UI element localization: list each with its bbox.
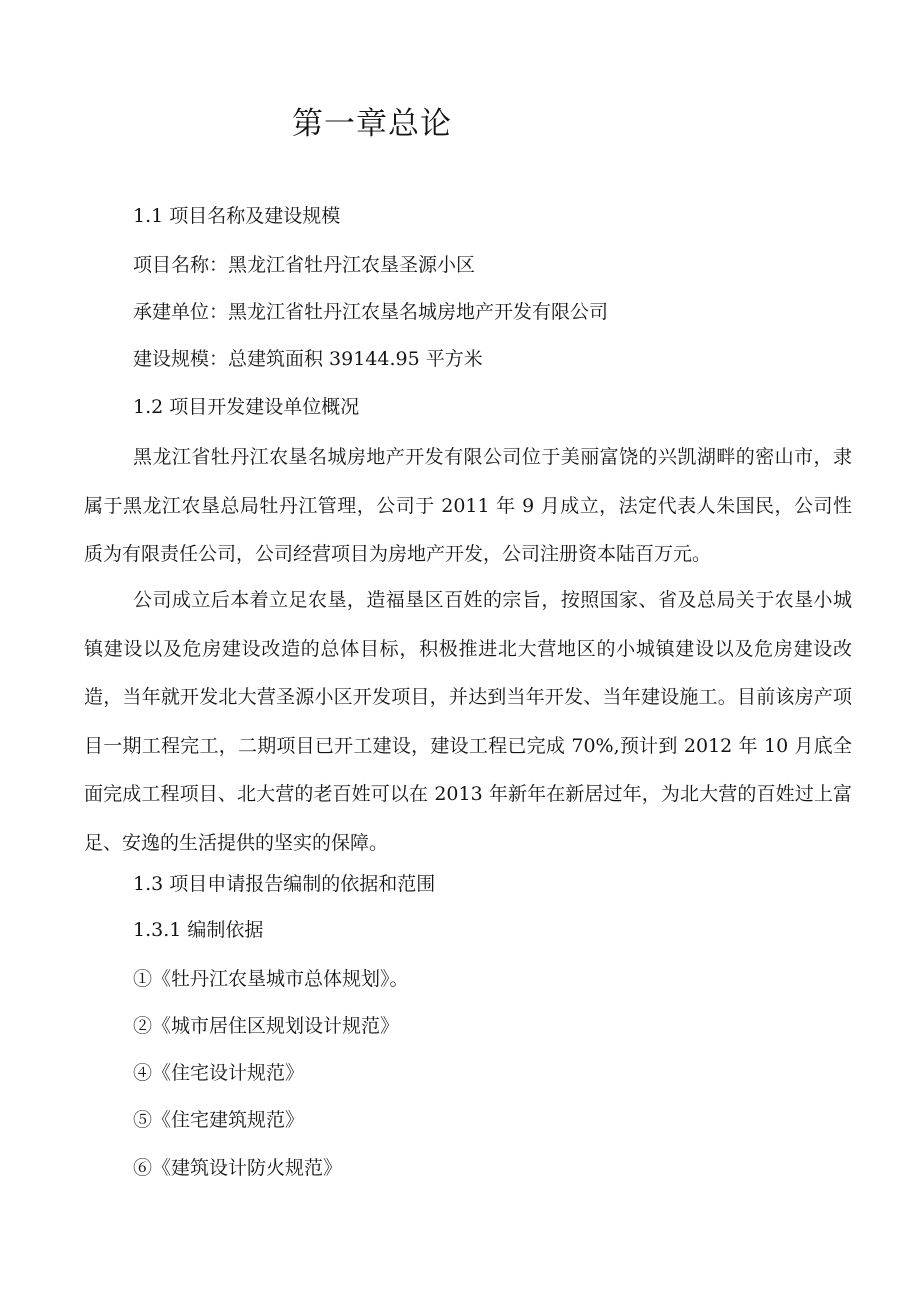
chapter-title: 第一章总论 bbox=[292, 106, 452, 142]
builder-line: 承建单位：黑龙江省牡丹江农垦名城房地产开发有限公司 bbox=[133, 301, 609, 323]
basis-item: ①《牡丹江农垦城市总体规划》。 bbox=[133, 968, 409, 990]
section-1-3-1-heading: 1.3.1 编制依据 bbox=[133, 919, 264, 941]
section-1-2-heading: 1.2 项目开发建设单位概况 bbox=[133, 396, 360, 418]
company-development-paragraph: 公司成立后本着立足农垦，造福垦区百姓的宗旨，按照国家、省及总局关于农垦小城镇建设以及危房建设改造的总体目标，积极推进北大营地区的小城镇建设以及危房建设改造，当年就开发北大营圣源小区开发项目，并达到当年开发、当年建设施工。目前该房产项目一期工程完工，二期项目已开工建设，建设工程已完成 70%,预计到 2012 年 10 月底全面完成工程项目、北大营的老百姓可以在 2013 年新年在新居过年，为北大营的百姓过上富足、安逸的生活提供的坚实的保障。 bbox=[84, 589, 852, 854]
basis-item: ⑤《住宅建筑规范》 bbox=[133, 1109, 305, 1131]
basis-item: ②《城市居住区规划设计规范》 bbox=[133, 1015, 400, 1037]
company-overview-paragraph: 黑龙江省牡丹江农垦名城房地产开发有限公司位于美丽富饶的兴凯湖畔的密山市，隶属于黑龙江农垦总局牡丹江管理，公司于 2011 年 9 月成立，法定代表人朱国民，公司性质为有限责任公司，公司经营项目为房地产开发，公司注册资本陆百万元。 bbox=[84, 446, 852, 565]
basis-item: ④《住宅设计规范》 bbox=[133, 1062, 305, 1084]
section-1-3-heading: 1.3 项目申请报告编制的依据和范围 bbox=[133, 873, 436, 895]
basis-item: ⑥《建筑设计防火规范》 bbox=[133, 1157, 343, 1179]
scale-line: 建设规模：总建筑面积 39144.95 平方米 bbox=[133, 348, 483, 370]
project-name-line: 项目名称：黑龙江省牡丹江农垦圣源小区 bbox=[133, 254, 476, 276]
section-1-1-heading: 1.1 项目名称及建设规模 bbox=[133, 205, 341, 227]
